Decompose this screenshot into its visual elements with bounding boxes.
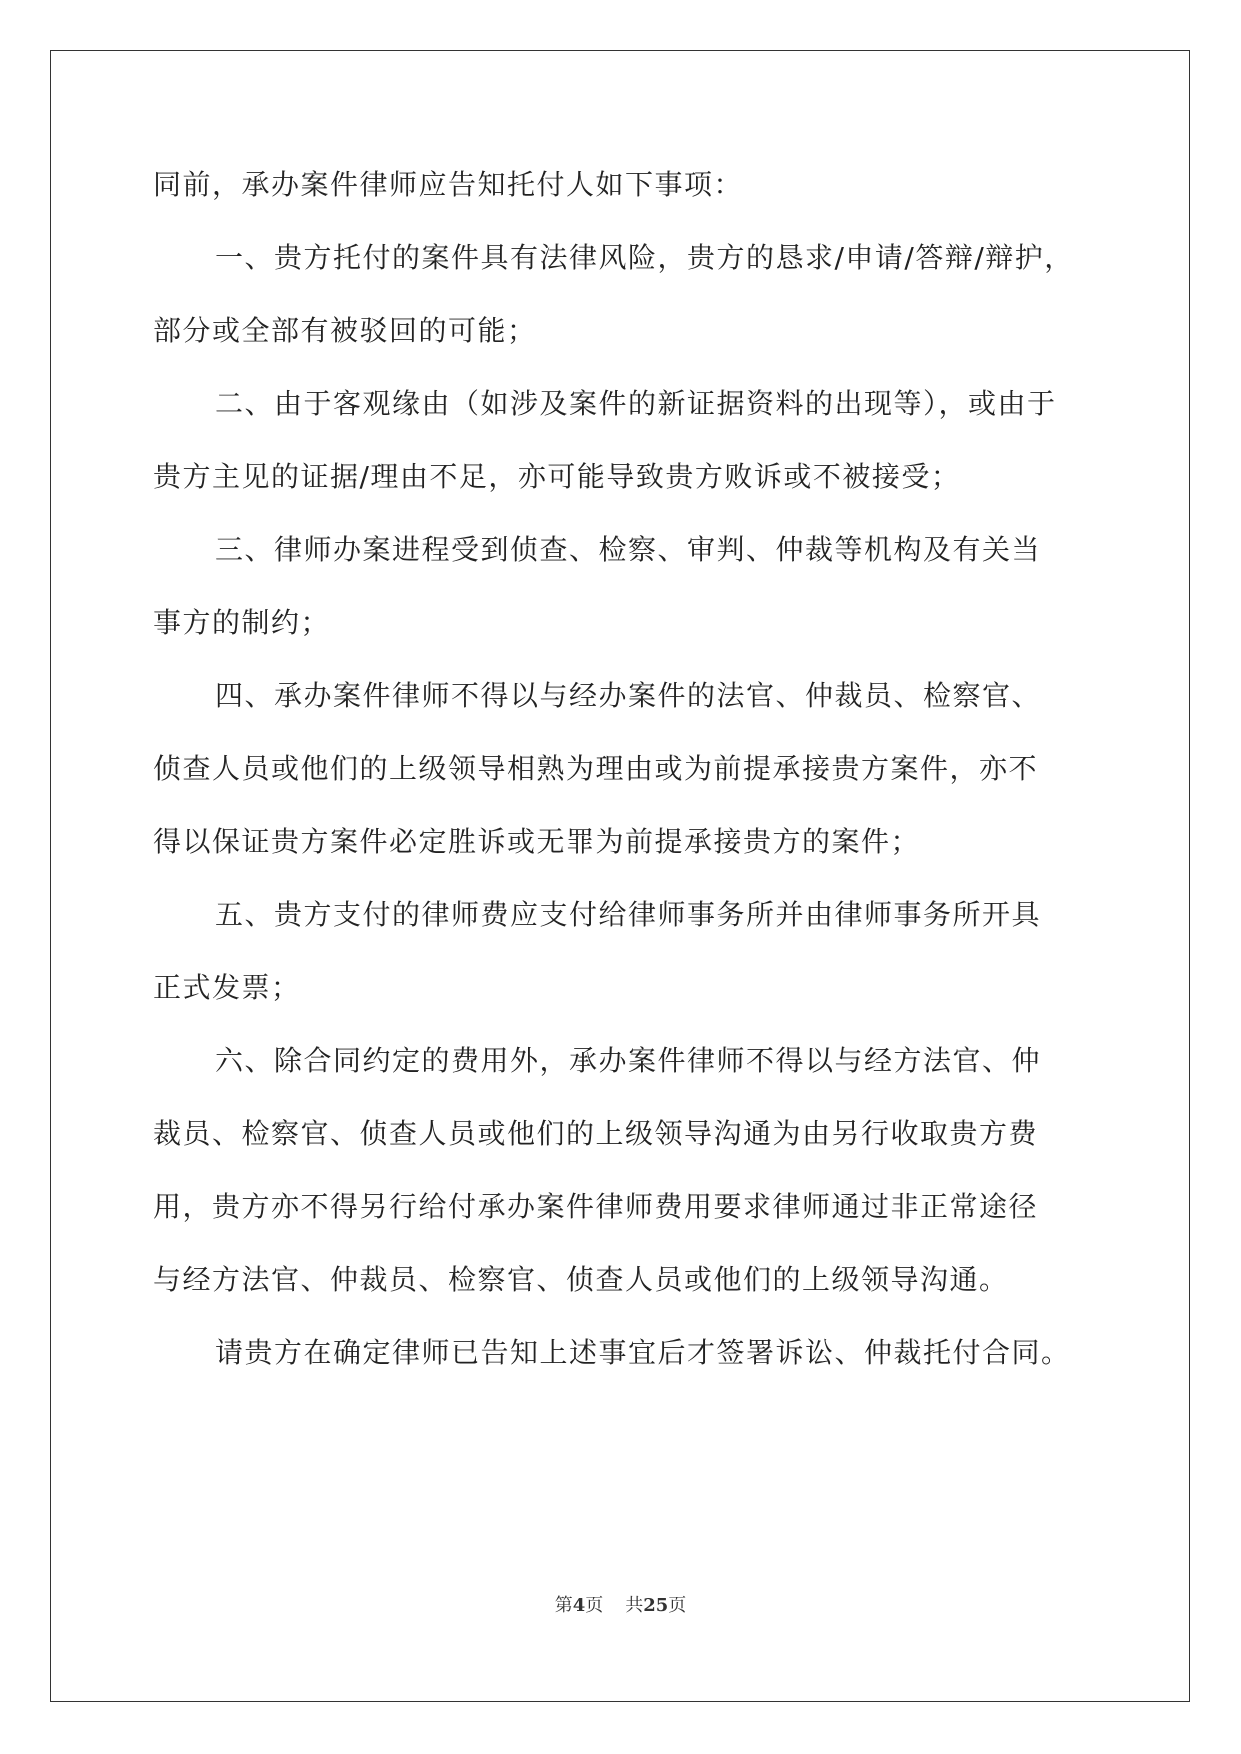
text-line: 与经方法官、仲裁员、检察官、侦查人员或他们的上级领导沟通。 [153,1263,1009,1296]
text-line: 正式发票； [153,971,301,1004]
text-line: 一、贵方托付的案件具有法律风险，贵方的恳求/申请/答辩/辩护， [215,241,1074,274]
text-line: 贵方主见的证据/理由不足，亦可能导致贵方败诉或不被接受； [153,460,961,493]
text-line: 用，贵方亦不得另行给付承办案件律师费用要求律师通过非正常途径 [153,1190,1039,1223]
footer-prefix: 第 [554,1595,573,1616]
text-line: 四、承办案件律师不得以与经办案件的法官、仲裁员、检察官、 [215,679,1042,712]
text-line: 部分或全部有被驳回的可能； [153,314,537,347]
text-line: 请贵方在确定律师已告知上述事宜后才签署诉讼、仲裁托付合同。 [215,1336,1071,1369]
page-border [50,50,1190,1702]
text-line: 得以保证贵方案件必定胜诉或无罪为前提承接贵方的案件； [153,825,921,858]
text-line: 六、除合同约定的费用外，承办案件律师不得以与经方法官、仲 [215,1044,1042,1077]
page-number: 4 [572,1595,586,1616]
footer-total-prefix: 共 [625,1595,644,1616]
text-line: 同前，承办案件律师应告知托付人如下事项： [153,168,744,201]
footer-total-suffix: 页 [668,1595,687,1616]
text-line: 二、由于客观缘由（如涉及案件的新证据资料的出现等），或由于 [215,387,1057,420]
total-pages: 25 [643,1595,669,1616]
text-line: 五、贵方支付的律师费应支付给律师事务所并由律师事务所开具 [215,898,1042,931]
footer-page-suffix: 页 [585,1595,604,1616]
text-line: 三、律师办案进程受到侦查、检察、审判、仲裁等机构及有关当 [215,533,1042,566]
text-line: 侦查人员或他们的上级领导相熟为理由或为前提承接贵方案件，亦不 [153,752,1039,785]
text-line: 事方的制约； [153,606,331,639]
page-footer [0,1594,1241,1618]
text-line: 裁员、检察官、侦查人员或他们的上级领导沟通为由另行收取贵方费 [153,1117,1039,1150]
